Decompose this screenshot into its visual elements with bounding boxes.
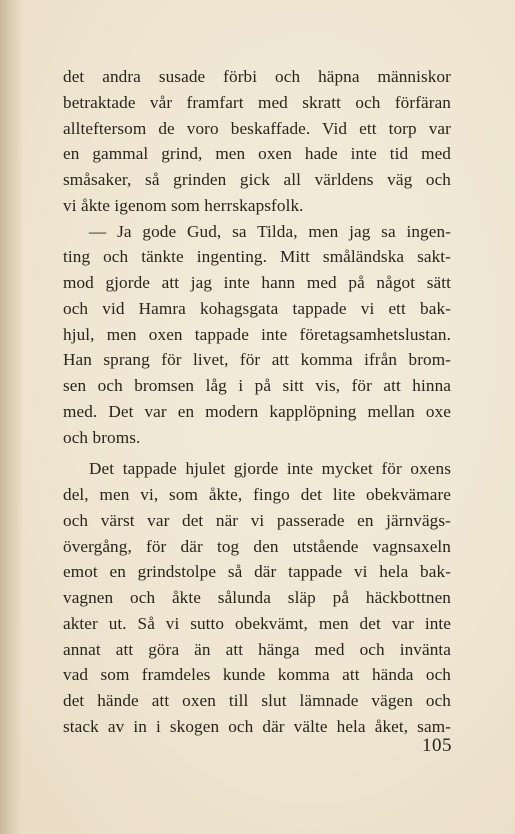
text-line: vi åkte igenom som herrskapsfolk. [63, 195, 304, 215]
paragraph-3 [63, 456, 451, 739]
text-line: ting och tänkte ingenting. Mitt småländska sakt- [63, 247, 451, 267]
page-gutter-shadow [0, 0, 22, 834]
text-line: det hände att oxen till slut lämnade vägen och [63, 691, 451, 710]
text-line: stack av in i skogen och där välte hela åket, sam- [63, 716, 451, 736]
text-line: med. Det var en modern kapplöpning mellan oxe [63, 401, 451, 421]
text-line: betraktade vår framfart med skratt och förfäran [63, 92, 451, 112]
text-line: och värst var det när vi passerade en järnvägs- [63, 510, 451, 530]
text-line: sen och bromsen låg i på sitt vis, för att hinna [63, 376, 451, 395]
text-line: hjul, men oxen tappade inte företagsamhetslustan. [63, 324, 451, 344]
text-line: övergång, för där tog den utstående vagnsaxeln [63, 536, 451, 556]
paragraph-2 [63, 219, 451, 451]
text-line: annat att göra än att hänga med och invänta [63, 639, 451, 659]
text-line: det andra susade förbi och häpna människor [63, 67, 451, 86]
text-line: del, men vi, som åkte, fingo det lite obekvämare [63, 485, 451, 504]
page-number: 105 [422, 735, 452, 756]
text-line: småsaker, så grinden gick all världens väg och [63, 170, 451, 189]
text-line: mod gjorde att jag inte hann med på något sätt [63, 273, 451, 292]
body-text [63, 64, 451, 740]
text-line: vagnen och åkte sålunda släp på häckbottnen [63, 588, 451, 607]
text-line: vad som framdeles kunde komma att hända och [63, 665, 451, 685]
paragraph-1 [63, 64, 451, 219]
text-line: allteftersom de voro beskaffade. Vid ett torp var [63, 118, 451, 138]
text-line: — Ja gode Gud, sa Tilda, men jag sa ingen- [89, 221, 451, 241]
text-line: akter ut. Så vi sutto obekvämt, men det var inte [63, 613, 451, 633]
text-line: Han sprang för livet, för att komma ifrån brom- [63, 350, 451, 370]
text-line: och vid Hamra kohagsgata tappade vi ett bak- [63, 298, 451, 318]
text-line: Det tappade hjulet gjorde inte mycket för oxens [89, 459, 451, 479]
text-line: emot en grindstolpe så där tappade vi hela bak- [63, 562, 451, 582]
text-line: en gammal grind, men oxen hade inte tid med [63, 144, 451, 164]
text-line: och broms. [63, 427, 141, 447]
